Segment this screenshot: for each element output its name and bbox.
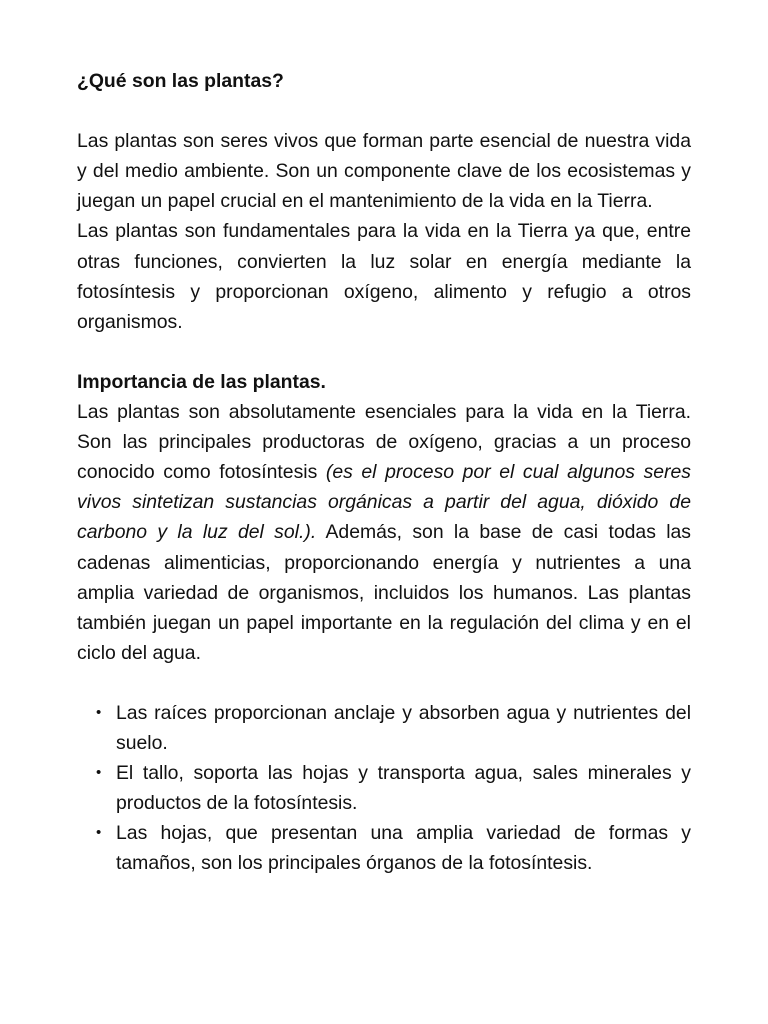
list-item-stem — [77, 758, 691, 818]
bullet-icon: • — [96, 764, 102, 782]
bullet-icon: • — [96, 703, 102, 721]
spacer — [77, 337, 691, 367]
heading-importancia: Importancia de las plantas. — [77, 370, 326, 393]
plant-parts-list — [77, 698, 691, 879]
list-item-text: Las raíces proporcionan anclaje y absorben agua y nutrientes del suelo. — [116, 701, 691, 755]
paragraph-fundamentals: Las plantas son fundamentales para la vida en la Tierra ya que, entre otras funciones, convierten la luz solar en energía mediante la fotosíntesis y proporcionan oxígeno, alimento y refugio a otros organismos. — [77, 220, 691, 333]
document-page — [77, 66, 691, 879]
paragraph-definition: Las plantas son seres vivos que forman parte esencial de nuestra vida y del medio ambiente. Son un componente clave de los ecosistemas y juegan un papel crucial en el mantenimiento de la vida en la Tierra. — [77, 130, 691, 213]
heading-que-son-las-plantas: ¿Qué son las plantas? — [77, 70, 284, 92]
spacer — [77, 668, 691, 698]
bullet-icon: • — [96, 824, 102, 842]
paragraph-importance-start: Las plantas son absolutamente esenciales para la vida en la Tierra. Son las principales productoras de oxígeno, gracias a un proceso conocido como fotosíntesis — [77, 401, 691, 484]
list-item-leaves — [77, 818, 691, 878]
photosynthesis-definition: (es el proceso por el cual algunos seres vivos sintetizan sustancias orgánicas a partir del agua, dióxido de carbono y la luz del sol.). — [77, 461, 691, 544]
list-item-roots — [77, 698, 691, 758]
spacer — [77, 96, 691, 126]
paragraph-importance — [77, 397, 691, 668]
list-item-text: El tallo, soporta las hojas y transporta agua, sales minerales y productos de la fotosíntesis. — [116, 762, 691, 815]
list-item-text: Las hojas, que presentan una amplia variedad de formas y tamaños, son los principales órganos de la fotosíntesis. — [116, 822, 691, 875]
paragraph-importance-end: Además, son la base de casi todas las cadenas alimenticias, proporcionando energía y nutrientes a una amplia variedad de organismos, incluidos los humanos. Las plantas también juegan un papel importante en la regulación del clima y en el ciclo del agua. — [77, 521, 692, 664]
